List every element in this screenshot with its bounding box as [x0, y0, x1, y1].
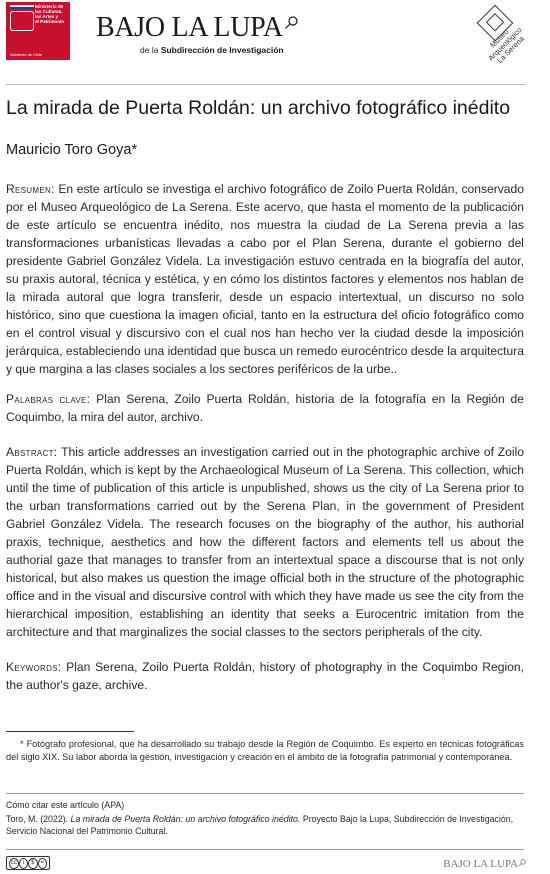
palabras-clave-paragraph	[6, 390, 524, 426]
brand-subtitle	[140, 45, 284, 55]
ministry-logo	[6, 2, 70, 60]
footer-brand	[443, 858, 526, 870]
nd-icon: =	[38, 858, 48, 869]
cc-icon: cc	[9, 858, 19, 869]
footnote-divider	[6, 731, 134, 732]
coat-of-arms-icon	[10, 11, 34, 31]
resumen-text: En este artículo se investiga el archivo fotográfico de Zoilo Puerta Roldán, conservado por el Museo Arqueológico de La Serena. Este acervo, que hasta el momento de la publicación de este artículo se encuentra inédito, nos muestra la ciudad de La Serena previa a las transformaciones urbanísticas llevadas a cabo por el Plan Serena, durante el gobierno del presidente Gabriel González Videla. La investigación estuvo centrada en la biografía del autor, su praxis autoral, técnica y estética, y en cómo los distintos factores y elementos nos hablan de la mirada autoral que logra transferir, desde un espacio intertextual, un discurso no solo histórico, sino que cuestiona la imagen oficial, tanto en la estructura del oficio fotográfico como en el control visual y discursivo con el cual nos han hecho ver la ciudad desde la imposición jerárquica, estableciendo una identidad que busca un remedo eurocéntrico desde la arquitectura y que margina a las clases sociales a los sectores periféricos de la urbe..	[6, 182, 524, 376]
museum-logo	[468, 4, 534, 70]
footer-divider	[6, 849, 524, 850]
citation-work-title: La mirada de Puerta Roldán: un archivo fotográfico inédito.	[70, 814, 301, 824]
keywords-text: Plan Serena, Zoilo Puerta Roldán, history of photography in the Coquimbo Region, the author's gaze, archive.	[6, 660, 524, 692]
author-footnote: * Fotógrafo profesional, que ha desarrollado su trabajo desde la Región de Coquimbo. Es experto en técnicas fotográficas del siglo XIX. Su labor aborda la gestión, investigación y creación en el ámbito de la fotografía patrimonial y contemporánea.	[6, 739, 524, 762]
keywords-label: Keywords:	[6, 660, 62, 674]
citation-suffix: Proyecto Bajo la Lupa, Subdirección de Investigación, Servicio Nacional del Patrimonio Cultural.	[6, 814, 514, 836]
bajo-la-lupa-logo	[96, 12, 298, 55]
palabras-clave-label: Palabras clave:	[6, 392, 91, 406]
nc-icon: $	[28, 858, 38, 869]
government-label: Gobierno de Chile	[10, 52, 43, 57]
header-divider	[6, 84, 526, 85]
magnifier-icon	[284, 16, 298, 30]
brand-subtitle-name: Subdirección de Investigación	[160, 45, 284, 55]
flag-stripe-blue	[10, 7, 34, 9]
citation-divider	[6, 793, 524, 794]
resumen-paragraph	[6, 180, 524, 378]
by-icon: i	[19, 858, 29, 869]
footer-brand-text: BAJO LA LUPA	[443, 858, 518, 870]
museum-name: Museo Arqueológico La Serena	[486, 25, 527, 66]
article-author: Mauricio Toro Goya*	[6, 142, 138, 158]
brand-subtitle-prefix: de la	[140, 45, 159, 55]
keywords-paragraph	[6, 658, 524, 694]
citation-heading: Cómo citar este artículo (APA)	[6, 800, 125, 810]
abstract-paragraph	[6, 443, 524, 641]
citation-text	[6, 813, 524, 837]
footer-magnifier-icon	[518, 859, 526, 867]
ministry-name: Ministerio de las Culturas, las Artes y el Patrimonio	[35, 4, 65, 24]
brand-title: BAJO LA LUPA	[96, 12, 283, 43]
page-header	[0, 0, 550, 72]
resumen-label: Resumen:	[6, 182, 55, 196]
citation-prefix: Toro, M. (2022).	[6, 814, 71, 824]
article-title: La mirada de Puerta Roldán: un archivo fotográfico inédito	[6, 97, 511, 119]
abstract-label: Abstract:	[6, 445, 58, 459]
palabras-clave-text: Plan Serena, Zoilo Puerta Roldán, historia de la fotografía en la Región de Coquimbo, la mira del autor, archivo.	[6, 392, 524, 424]
creative-commons-license-icon	[6, 856, 50, 870]
abstract-text: This article addresses an investigation carried out in the photographic archive of Zoilo Puerta Roldán, which is kept by the Archaeological Museum of La Serena. This collection, which until the time of publication of this article is unpublished, shows us the city of La Serena prior to the urban transformations carried out by the Serena Plan, in the government of President Gabriel González Videla. The research focuses on the biography of the author, his authorial praxis, technique, aesthetics and how the different factors and elements tell us about the authorial gaze that manages to transfer from an intertextual space a discourse that is not only historical, but also makes us question the image official both in the structure of the photographic office and in the visual and discursive control with which they have made us see the city from the hierarchical imposition, establishing an identity that seeks a Eurocentric imitation from the architecture and that marginalizes the social classes to the sectors peripherals of the city.	[6, 445, 524, 639]
